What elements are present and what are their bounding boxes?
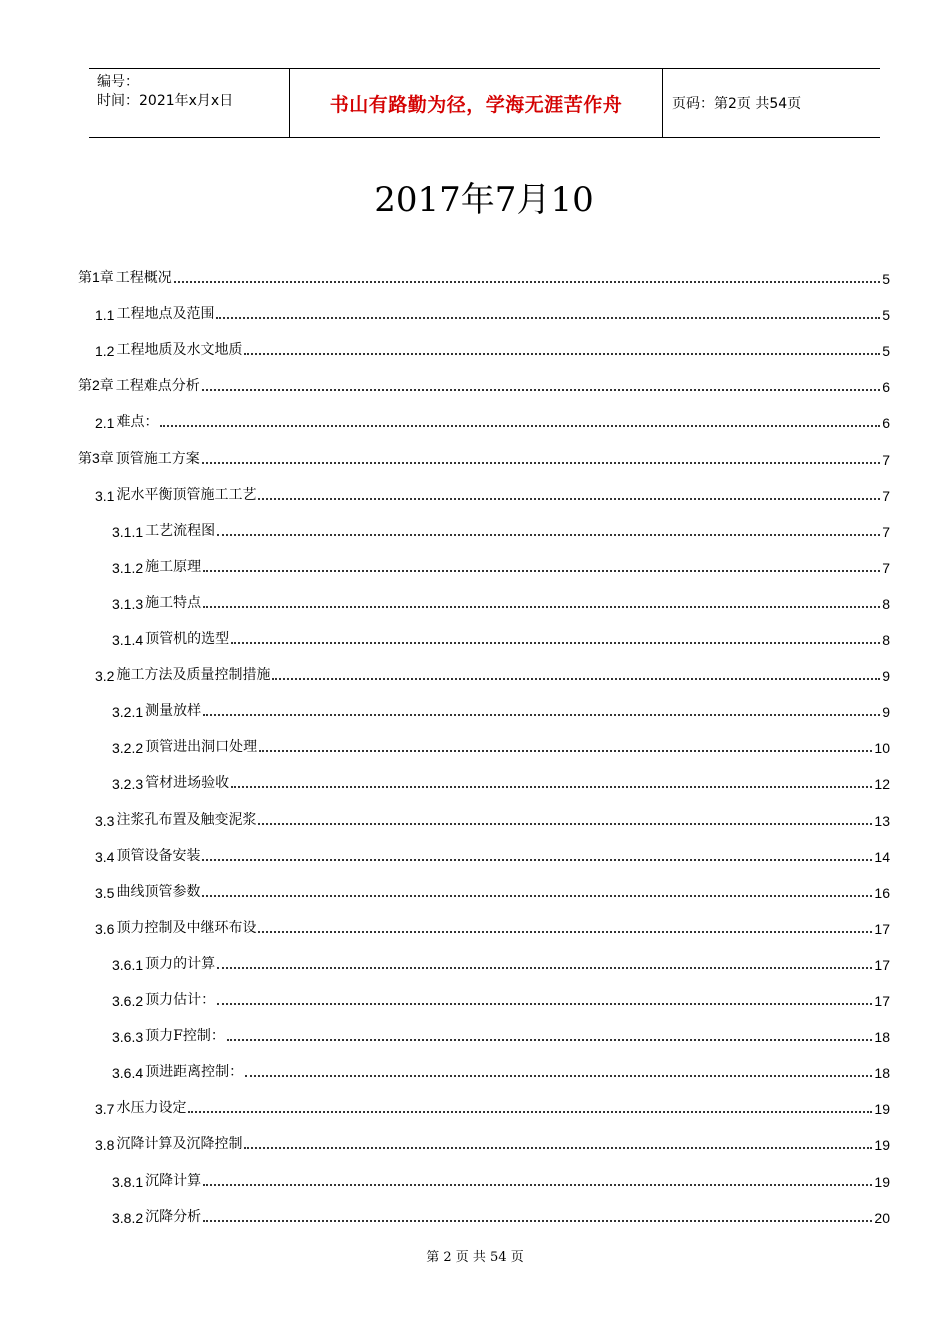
toc-entry[interactable] xyxy=(78,696,890,720)
toc-entry[interactable] xyxy=(78,1021,890,1045)
toc-dot-leader xyxy=(245,1071,872,1077)
toc-entry-title: 沉降计算 xyxy=(145,1172,202,1189)
toc-dot-leader xyxy=(258,927,872,933)
toc-entry-page: 17 xyxy=(874,993,890,1009)
toc-entry-page: 20 xyxy=(874,1209,890,1226)
toc-entry-title: 顶管进出洞口处理 xyxy=(145,739,258,756)
toc-entry-number: 3.6.4 xyxy=(112,1065,144,1082)
toc-dot-leader xyxy=(174,277,880,283)
toc-entry-number: 3.1.2 xyxy=(112,559,144,576)
toc-entry[interactable] xyxy=(78,985,890,1009)
toc-entry[interactable] xyxy=(78,624,890,648)
toc-dot-leader xyxy=(216,313,880,319)
toc-dot-leader xyxy=(227,1035,873,1041)
toc-dot-leader xyxy=(188,1107,872,1113)
toc-dot-leader xyxy=(217,530,880,536)
toc-dot-leader xyxy=(203,602,880,608)
toc-entry-number: 3.6.2 xyxy=(112,993,144,1009)
toc-entry-number: 3.6.1 xyxy=(112,956,144,973)
toc-entry-title: 注浆孔布置及触变泥浆 xyxy=(116,811,257,828)
toc-entry-page: 6 xyxy=(882,379,890,396)
toc-dot-leader xyxy=(203,566,880,572)
toc-entry-title: 曲线顶管参数 xyxy=(116,883,201,900)
toc-entry-title: 水压力设定 xyxy=(116,1100,187,1117)
toc-dot-leader xyxy=(259,746,872,752)
toc-entry-page: 9 xyxy=(882,668,890,685)
toc-entry[interactable] xyxy=(78,335,890,359)
toc-dot-leader xyxy=(203,1180,872,1186)
toc-entry-title: 顶力F控制： xyxy=(145,1028,225,1045)
toc-entry-title: 顶管设备安装 xyxy=(116,847,201,864)
toc-entry-page: 12 xyxy=(874,776,890,793)
toc-dot-leader xyxy=(231,782,872,788)
toc-entry-number: 3.8.1 xyxy=(112,1173,144,1190)
toc-entry-page: 18 xyxy=(874,1065,890,1082)
toc-entry-number: 3.5 xyxy=(95,884,115,901)
toc-entry-number: 第3章 xyxy=(78,449,114,466)
toc-dot-leader xyxy=(244,1143,872,1149)
toc-entry-page: 19 xyxy=(874,1137,890,1154)
toc-entry-page: 7 xyxy=(882,559,890,576)
toc-dot-leader xyxy=(244,349,880,355)
toc-entry-number: 3.3 xyxy=(95,812,115,829)
toc-dot-leader xyxy=(203,1216,872,1222)
header-motto: 书山有路勤为径，学海无涯苦作舟 xyxy=(290,69,663,137)
toc-dot-leader xyxy=(258,819,872,825)
toc-entry-title: 施工特点 xyxy=(145,594,202,611)
toc-entry-title: 顶管机的选型 xyxy=(145,631,230,647)
toc-entry-number: 3.2.2 xyxy=(112,740,144,757)
toc-entry[interactable] xyxy=(78,263,890,287)
toc-entry-number: 3.6.3 xyxy=(112,1029,144,1046)
toc-entry-page: 16 xyxy=(874,884,890,901)
toc-entry[interactable] xyxy=(78,1057,890,1081)
toc-entry-title: 顶力控制及中继环布设 xyxy=(116,919,257,936)
toc-entry-title: 工程地质及水文地质 xyxy=(116,342,243,359)
toc-dot-leader xyxy=(203,710,880,716)
toc-entry[interactable] xyxy=(78,371,890,395)
toc-entry-number: 3.1.3 xyxy=(112,595,144,612)
toc-entry-number: 3.2.1 xyxy=(112,704,144,721)
toc-entry-title: 施工原理 xyxy=(145,558,202,575)
toc-entry-page: 5 xyxy=(882,343,890,360)
toc-dot-leader xyxy=(272,674,880,680)
toc-dot-leader xyxy=(231,638,880,644)
toc-entry-number: 3.1 xyxy=(95,487,115,504)
toc-entry-number: 2.1 xyxy=(95,415,115,432)
toc-entry-page: 17 xyxy=(874,956,890,973)
toc-entry-number: 3.1.4 xyxy=(112,632,144,648)
toc-entry-page: 19 xyxy=(874,1101,890,1118)
toc-entry-page: 6 xyxy=(882,415,890,432)
toc-entry-title: 工艺流程图 xyxy=(145,522,216,539)
toc-entry-title: 顶力估计： xyxy=(145,992,216,1008)
toc-entry[interactable] xyxy=(78,516,890,540)
toc-entry-page: 7 xyxy=(882,523,890,540)
toc-entry-page: 8 xyxy=(882,595,890,612)
toc-entry[interactable] xyxy=(78,480,890,504)
toc-entry-page: 7 xyxy=(882,451,890,468)
toc-entry-title: 顶进距离控制： xyxy=(145,1064,244,1081)
toc-entry-number: 第2章 xyxy=(78,377,114,394)
toc-entry-title: 顶管施工方案 xyxy=(115,450,200,467)
toc-entry[interactable] xyxy=(78,841,890,865)
toc-dot-leader xyxy=(160,421,880,427)
toc-entry-title: 沉降计算及沉降控制 xyxy=(116,1136,243,1153)
toc-entry[interactable] xyxy=(78,913,890,937)
toc-entry-page: 18 xyxy=(874,1029,890,1046)
toc-entry-number: 1.1 xyxy=(95,307,115,324)
toc-entry-page: 13 xyxy=(874,812,890,829)
toc-entry-number: 3.8.2 xyxy=(112,1209,144,1226)
toc-dot-leader xyxy=(202,385,880,391)
document-title: 2017年7月10 xyxy=(374,180,594,220)
toc-entry[interactable] xyxy=(78,768,890,792)
toc-entry[interactable] xyxy=(78,1093,890,1117)
toc-entry-title: 工程难点分析 xyxy=(115,378,200,395)
toc-entry-number: 3.2.3 xyxy=(112,776,144,793)
toc-entry-page: 5 xyxy=(882,271,890,287)
toc-dot-leader xyxy=(217,963,872,969)
toc-entry-number: 3.4 xyxy=(95,848,115,865)
toc-entry[interactable] xyxy=(78,407,890,431)
toc-entry-page: 7 xyxy=(882,487,890,504)
toc-entry-number: 3.6 xyxy=(95,920,115,937)
toc-dot-leader xyxy=(217,999,872,1005)
toc-dot-leader xyxy=(202,458,880,464)
toc-entry[interactable] xyxy=(78,588,890,612)
toc-entry-page: 10 xyxy=(874,740,890,757)
page-footer: 第 2 页 共 54 页 xyxy=(426,1250,524,1265)
header-meta xyxy=(89,69,290,137)
toc-entry[interactable] xyxy=(78,732,890,756)
toc-entry[interactable] xyxy=(78,877,890,901)
toc-entry[interactable] xyxy=(78,660,890,684)
toc-entry[interactable] xyxy=(78,949,890,973)
toc-entry[interactable] xyxy=(78,444,890,468)
toc-dot-leader xyxy=(202,855,872,861)
toc-entry-page: 17 xyxy=(874,920,890,937)
toc-dot-leader xyxy=(202,891,872,897)
number-label: 编号： xyxy=(97,74,139,90)
toc-entry-page: 8 xyxy=(882,632,890,648)
toc-entry-page: 14 xyxy=(874,848,890,865)
toc-entry[interactable] xyxy=(78,1166,890,1190)
header-page-info: 页码：第2页 共54页 xyxy=(672,96,802,112)
toc-entry[interactable] xyxy=(78,299,890,323)
toc-entry-title: 施工方法及质量控制措施 xyxy=(116,667,271,684)
toc-entry-number: 3.7 xyxy=(95,1101,115,1118)
toc-entry-page: 19 xyxy=(874,1173,890,1190)
toc-entry[interactable] xyxy=(78,552,890,576)
toc-entry-number: 3.2 xyxy=(95,668,115,685)
toc-entry-title: 工程地点及范围 xyxy=(116,306,215,323)
toc-entry[interactable] xyxy=(78,1202,890,1226)
toc-entry[interactable] xyxy=(78,805,890,829)
toc-entry-number: 第1章 xyxy=(78,269,114,285)
toc-entry-title: 测量放样 xyxy=(145,703,202,720)
toc-entry-page: 9 xyxy=(882,704,890,721)
toc-entry-title: 工程概况 xyxy=(115,270,172,286)
toc-entry-title: 顶力的计算 xyxy=(145,955,216,972)
toc-entry-title: 难点： xyxy=(116,414,159,431)
toc-entry-title: 沉降分析 xyxy=(145,1208,202,1225)
page-header xyxy=(89,68,880,138)
time-label: 时间：2021年x月x日 xyxy=(97,93,234,109)
toc-entry-title: 管材进场验收 xyxy=(145,775,230,792)
toc-entry-page: 5 xyxy=(882,307,890,324)
toc-entry[interactable] xyxy=(78,1129,890,1153)
toc-entry-number: 3.8 xyxy=(95,1137,115,1154)
toc-dot-leader xyxy=(258,494,880,500)
toc-entry-title: 泥水平衡顶管施工工艺 xyxy=(116,486,257,503)
toc-entry-number: 1.2 xyxy=(95,343,115,360)
toc-entry-number: 3.1.1 xyxy=(112,523,144,540)
